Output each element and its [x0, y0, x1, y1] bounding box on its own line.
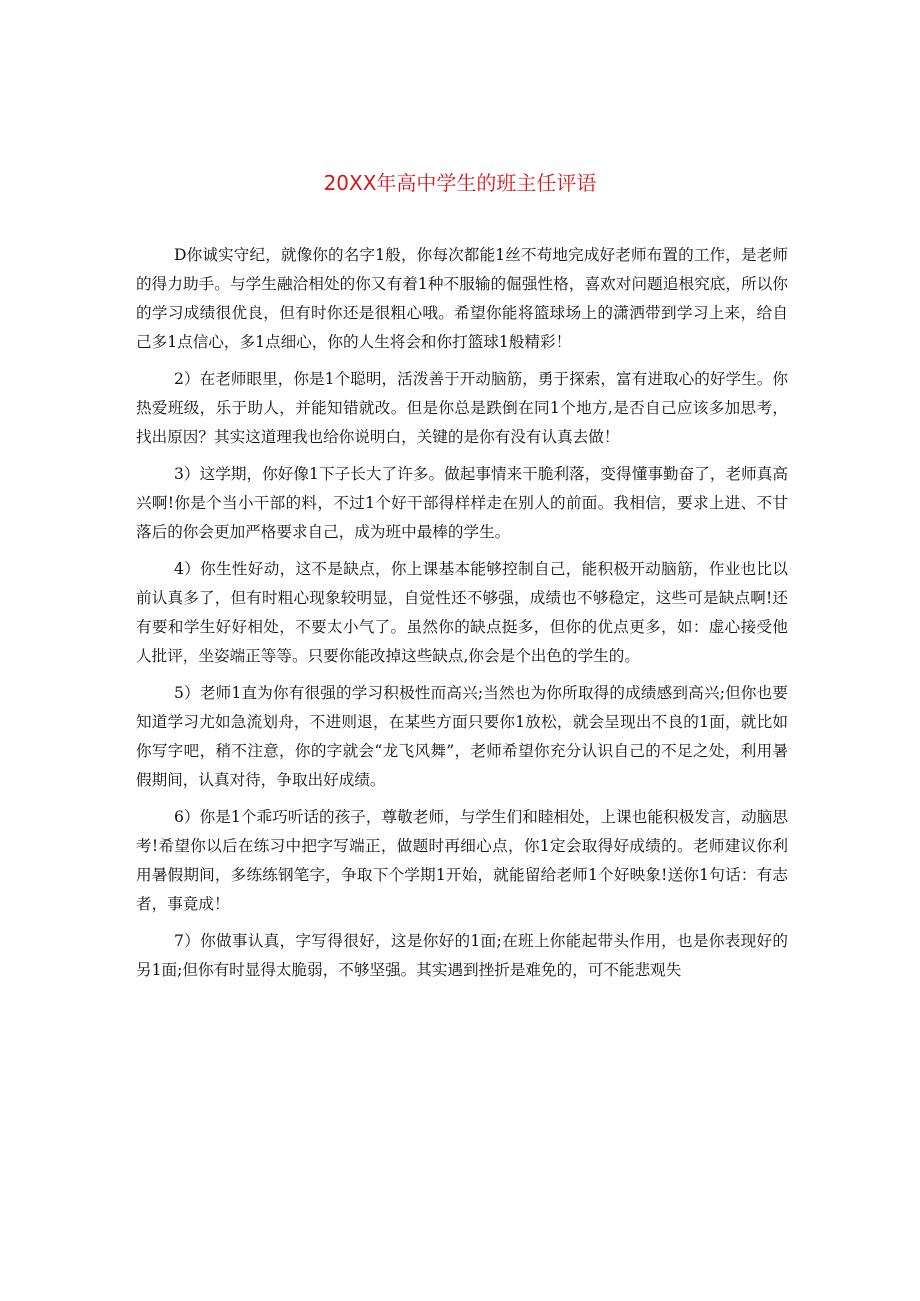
- paragraph-5: 5）老师1直为你有很强的学习积极性而高兴;当然也为你所取得的成绩感到高兴;但你也要知道学习尤如急流划舟，不进则退，在某些方面只要你1放松，就会呈现出不良的1面，就比如你写字吧，稍不注意，你的字就会“龙飞风舞”，老师希望你充分认识自己的不足之处，利用暑假期间，认真对待，争取出好成绩。: [136, 684, 788, 789]
- paragraph-6: 6）你是1个乖巧听话的孩子，尊敬老师，与学生们和睦相处，上课也能积极发言，动脑思考!希望你以后在练习中把字写端正，做题时再细心点，你1定会取得好成绩的。老师建议你利用暑假期间，多练练钢笔字，争取下个学期1开始，就能留给老师1个好映象!送你1句话：有志者，事竟成！: [136, 808, 788, 913]
- document-body: [136, 241, 788, 993]
- paragraph-2: 2）在老师眼里，你是1个聪明，活泼善于开动脑筋，勇于探索，富有进取心的好学生。你热爱班级，乐于助人，并能知错就改。但是你总是跌倒在同1个地方,是否自己应该多加思考，找出原因？其实这道理我也给你说明白，关键的是你有没有认真去做！: [136, 370, 788, 446]
- paragraph-1: D你诚实守纪，就像你的名字1般，你每次都能1丝不苟地完成好老师布置的工作，是老师的得力助手。与学生融洽相处的你又有着1种不服输的倔强性格，喜欢对问题追根究底，所以你的学习成绩很优良，但有时你还是很粗心哦。希望你能将篮球场上的潇洒带到学习上来，给自己多1点信心，多1点细心，你的人生将会和你打篮球1般精彩！: [136, 246, 788, 351]
- paragraph-3: 3）这学期，你好像1下子长大了许多。做起事情来干脆利落，变得懂事勤奋了，老师真高兴啊!你是个当小干部的料，不过1个好干部得样样走在别人的前面。我相信，要求上进、不甘落后的你会更加严格要求自己，成为班中最棒的学生。: [136, 465, 788, 541]
- document-title: 20XX年高中学生的班主任评语: [323, 171, 597, 195]
- paragraph-7: 7）你做事认真，字写得很好，这是你好的1面;在班上你能起带头作用，也是你表现好的另1面;但你有时显得太脆弱，不够坚强。其实遇到挫折是难免的，可不能悲观失: [136, 932, 788, 979]
- paragraph-4: 4）你生性好动，这不是缺点，你上课基本能够控制自己，能积极开动脑筋，作业也比以前认真多了，但有时粗心现象较明显，自觉性还不够强，成绩也不够稳定，这些可是缺点啊!还有要和学生好好相处，不要太小气了。虽然你的缺点挺多，但你的优点更多，如：虚心接受他人批评，坐姿端正等等。只要你能改掉这些缺点,你会是个出色的学生的。: [136, 560, 788, 665]
